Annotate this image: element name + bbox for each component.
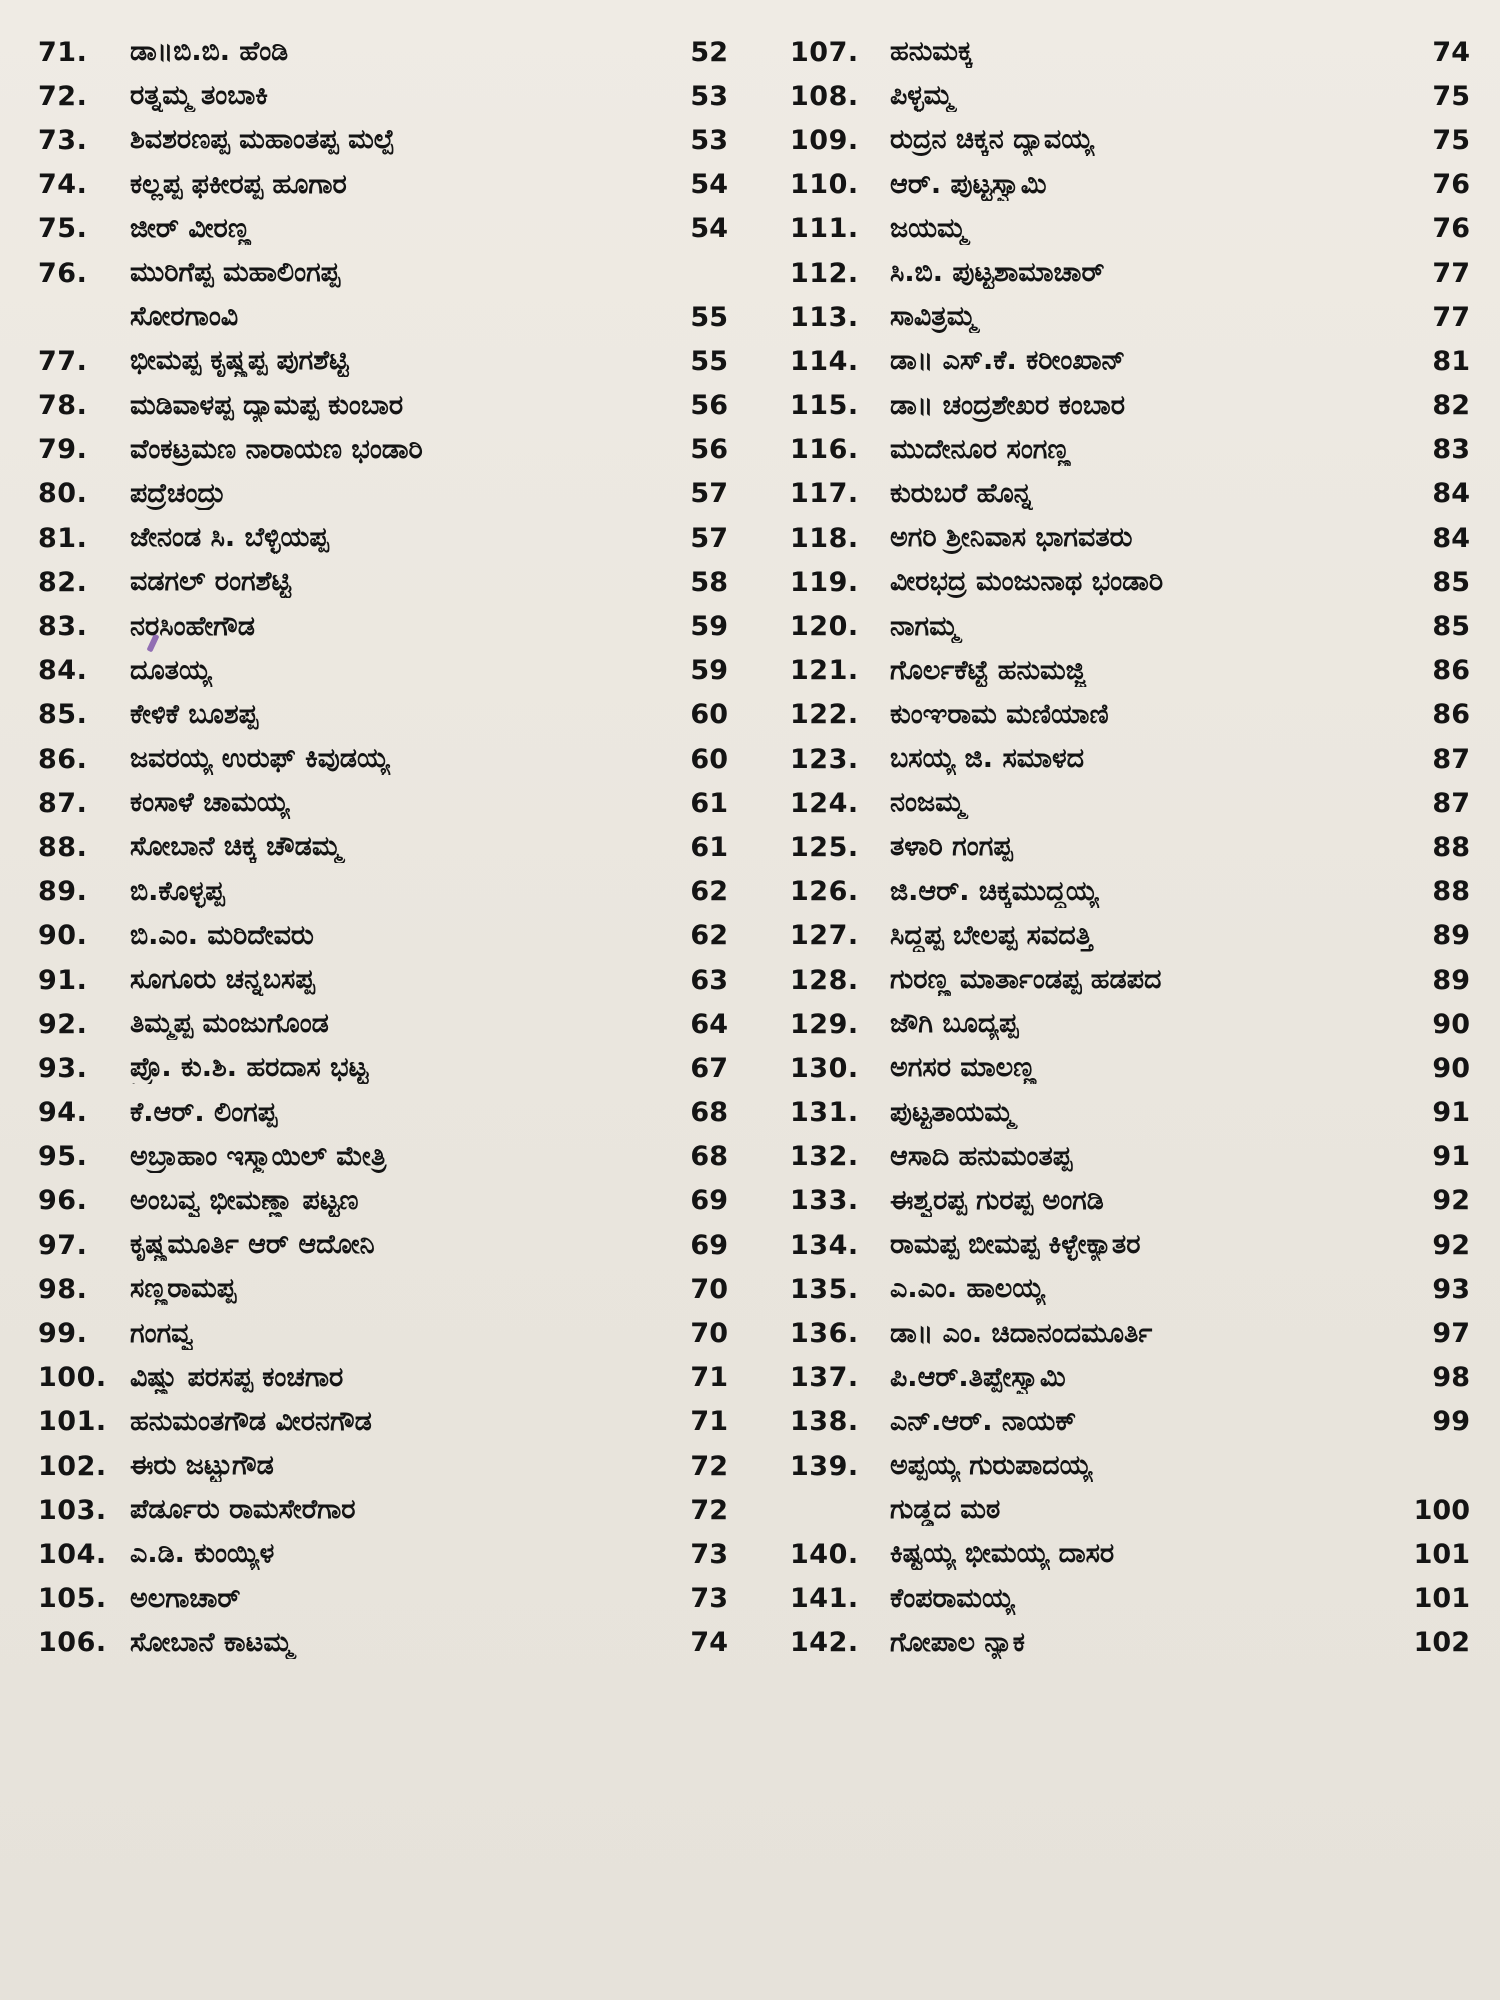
entry-number: 72.: [38, 80, 88, 112]
entry-name: ಎ.ಎಂ. ಹಾಲಯ್ಯ: [890, 1273, 1045, 1305]
entry-page-number: 71: [690, 1406, 728, 1438]
entry-number: 88.: [38, 831, 88, 863]
index-column-left: [38, 30, 728, 1665]
entry-number: 131.: [790, 1097, 859, 1129]
entry-page-number: 92: [1432, 1229, 1470, 1261]
index-entry: [790, 1444, 1470, 1488]
entry-name: ಪೆರ್ಡೂರು ರಾಮಸೇರೆಗಾರ: [130, 1494, 356, 1526]
entry-page-number: 91: [1432, 1141, 1470, 1173]
entry-number: 79.: [38, 434, 88, 466]
entry-page-number: 67: [690, 1052, 728, 1084]
entry-name: ಡಾ॥ ಚಂದ್ರಶೇಖರ ಕಂಬಾರ: [890, 389, 1125, 421]
index-entry: [790, 693, 1470, 737]
index-entry: [38, 428, 728, 472]
entry-name: ಅಬ್ರಾಹಾಂ ಇಸ್ಮಾಯಿಲ್ ಮೇತ್ರಿ: [130, 1140, 387, 1172]
index-entry: [38, 1532, 728, 1576]
index-entry: [38, 1091, 728, 1135]
index-entry: [38, 1223, 728, 1267]
entry-number: 73.: [38, 124, 88, 156]
entry-name: ಮಡಿವಾಳಪ್ಪ ದ್ಯಾಮಪ್ಪ ಕುಂಬಾರ: [130, 389, 404, 421]
index-entry: [38, 1267, 728, 1311]
entry-number: 125.: [790, 831, 859, 863]
entry-name: ಎನ್.ಆರ್. ನಾಯಕ್: [890, 1405, 1077, 1437]
entry-page-number: 100: [1413, 1494, 1470, 1526]
entry-page-number: 54: [690, 213, 728, 245]
entry-page-number: 85: [1432, 611, 1470, 643]
index-column-right: [790, 30, 1470, 1665]
entry-number: 89.: [38, 876, 88, 908]
entry-number: 104.: [38, 1538, 107, 1570]
entry-number: 124.: [790, 787, 859, 819]
entry-page-number: 63: [690, 964, 728, 996]
entry-name: ಕುರುಬರೆ ಹೊನ್ನ: [890, 477, 1033, 509]
entry-number: 123.: [790, 743, 859, 775]
entry-name: ಗೊರ್ಲಕೆಟ್ಟೆ ಹನುಮಜ್ಜಿ: [890, 654, 1086, 686]
entry-number: 102.: [38, 1450, 107, 1482]
entry-number: 138.: [790, 1406, 859, 1438]
index-entry: [38, 825, 728, 869]
entry-page-number: 62: [690, 876, 728, 908]
entry-name: ಜೀರ್ ವೀರಣ್ಣ: [130, 212, 251, 244]
entry-number: 90.: [38, 920, 88, 952]
entry-page-number: 57: [690, 522, 728, 554]
entry-page-number: 55: [690, 345, 728, 377]
entry-page-number: 53: [690, 124, 728, 156]
index-entry: [790, 870, 1470, 914]
entry-number: 81.: [38, 522, 88, 554]
entry-page-number: 92: [1432, 1185, 1470, 1217]
entry-name: ಕೆಂಪರಾಮಯ್ಯ: [890, 1582, 1015, 1614]
index-entry: [38, 1577, 728, 1621]
index-entry: [38, 1135, 728, 1179]
entry-number: 134.: [790, 1229, 859, 1261]
entry-number: 94.: [38, 1097, 88, 1129]
entry-name: ಈರು ಜಟ್ಟುಗೌಡ: [130, 1450, 274, 1482]
entry-page-number: 60: [690, 743, 728, 775]
entry-page-number: 89: [1432, 920, 1470, 952]
index-entry: [790, 428, 1470, 472]
entry-name: ಹನುಮಕ್ಕ: [890, 36, 973, 68]
entry-page-number: 59: [690, 655, 728, 687]
entry-name: ಕೃಷ್ಣಮೂರ್ತಿ ಆರ್ ಆದೋನಿ: [130, 1229, 375, 1261]
entry-name: ಅಗಸರ ಮಾಲಣ್ಣ: [890, 1052, 1037, 1084]
entry-name: ಸಾವಿತ್ರಮ್ಮ: [890, 301, 977, 333]
entry-name: ಗಂಗವ್ವ: [130, 1317, 194, 1349]
entry-page-number: 86: [1432, 655, 1470, 687]
entry-number: 99.: [38, 1318, 88, 1350]
entry-page-number: 68: [690, 1141, 728, 1173]
entry-page-number: 93: [1432, 1273, 1470, 1305]
index-entry: [790, 384, 1470, 428]
entry-name: ಪಿಳ್ಳಮ್ಮ: [890, 80, 954, 112]
index-entry: [38, 1046, 728, 1090]
entry-name: ಸೂಗೂರು ಚನ್ನಬಸಪ್ಪ: [130, 964, 315, 996]
entry-number: 100.: [38, 1362, 107, 1394]
entry-name: ಕುಂಞರಾಮ ಮಣಿಯಾಣಿ: [890, 698, 1109, 730]
entry-number: 105.: [38, 1583, 107, 1615]
entry-page-number: 56: [690, 434, 728, 466]
entry-page-number: 98: [1432, 1362, 1470, 1394]
entry-name: ಕಂಸಾಳೆ ಚಾಮಯ್ಯ: [130, 787, 290, 819]
entry-number: 120.: [790, 611, 859, 643]
entry-name: ಕಿಷ್ಟಯ್ಯ ಭೀಮಯ್ಯ ದಾಸರ: [890, 1538, 1115, 1570]
entry-number: 116.: [790, 434, 859, 466]
entry-page-number: 71: [690, 1362, 728, 1394]
index-entry: [790, 1400, 1470, 1444]
index-entry: [790, 207, 1470, 251]
entry-page-number: 87: [1432, 787, 1470, 819]
entry-name: ಡಾ॥ ಎಂ. ಚಿದಾನಂದಮೂರ್ತಿ: [890, 1317, 1153, 1349]
entry-page-number: 52: [690, 36, 728, 68]
entry-page-number: 102: [1413, 1627, 1470, 1659]
entry-number: 107.: [790, 36, 859, 68]
entry-page-number: 74: [1432, 36, 1470, 68]
entry-number: 103.: [38, 1494, 107, 1526]
index-entry: [38, 604, 728, 648]
entry-page-number: 77: [1432, 301, 1470, 333]
entry-name: ವೀರಭದ್ರ ಮಂಜುನಾಥ ಭಂಡಾರಿ: [890, 566, 1164, 598]
index-entry: [38, 1002, 728, 1046]
entry-number: 128.: [790, 964, 859, 996]
entry-name: ತಳಾರಿ ಗಂಗಪ್ಪ: [890, 831, 1013, 863]
entry-page-number: 69: [690, 1229, 728, 1261]
entry-number: 141.: [790, 1583, 859, 1615]
entry-number: 129.: [790, 1008, 859, 1040]
entry-number: 121.: [790, 655, 859, 687]
index-entry: [38, 339, 728, 383]
entry-number: 126.: [790, 876, 859, 908]
entry-page-number: 101: [1413, 1538, 1470, 1570]
entry-name: ಜಿ.ಆರ್. ಚಿಕ್ಕಮುದ್ದಯ್ಯ: [890, 875, 1099, 907]
entry-page-number: 84: [1432, 522, 1470, 554]
entry-page-number: 73: [690, 1538, 728, 1570]
entry-number: 80.: [38, 478, 88, 510]
index-entry: [38, 649, 728, 693]
entry-page-number: 60: [690, 699, 728, 731]
entry-name: ಮುರಿಗೆಪ್ಪ ಮಹಾಲಿಂಗಪ್ಪ: [130, 257, 341, 289]
index-entry: [790, 1046, 1470, 1090]
entry-number: 95.: [38, 1141, 88, 1173]
entry-name: ಡಾ॥ ಎಸ್.ಕೆ. ಕರೀಂಖಾನ್: [890, 345, 1126, 377]
entry-name: ದೂತಯ್ಯ: [130, 654, 212, 686]
entry-page-number: 77: [1432, 257, 1470, 289]
entry-number: 91.: [38, 964, 88, 996]
entry-page-number: 88: [1432, 876, 1470, 908]
entry-number: 87.: [38, 787, 88, 819]
entry-name: ವಿಷ್ಣು ಪರಸಪ್ಪ ಕಂಚಗಾರ: [130, 1361, 344, 1393]
entry-page-number: 58: [690, 566, 728, 598]
entry-page-number: 74: [690, 1627, 728, 1659]
entry-number: 109.: [790, 124, 859, 156]
entry-number: 111.: [790, 213, 859, 245]
index-entry: [790, 1577, 1470, 1621]
entry-page-number: 64: [690, 1008, 728, 1040]
index-entry: [790, 1356, 1470, 1400]
entry-number: 76.: [38, 257, 88, 289]
entry-page-number: 88: [1432, 831, 1470, 863]
index-entry: [38, 1488, 728, 1532]
entry-name: ಕೇಳಿಕೆ ಬೂಶಪ್ಪ: [130, 698, 259, 730]
index-entry: [38, 1400, 728, 1444]
index-entry: [790, 649, 1470, 693]
entry-page-number: 82: [1432, 390, 1470, 422]
entry-page-number: 75: [1432, 124, 1470, 156]
entry-page-number: 76: [1432, 213, 1470, 245]
index-entry: [790, 1223, 1470, 1267]
entry-page-number: 85: [1432, 566, 1470, 598]
entry-number: 122.: [790, 699, 859, 731]
entry-page-number: 99: [1432, 1406, 1470, 1438]
entry-name: ಬಿ.ಕೊಳ್ಳಪ್ಪ: [130, 875, 225, 907]
index-entry: [790, 295, 1470, 339]
entry-number: 83.: [38, 611, 88, 643]
entry-page-number: 97: [1432, 1318, 1470, 1350]
entry-page-number: 53: [690, 80, 728, 112]
entry-number: 74.: [38, 169, 88, 201]
entry-page-number: 72: [690, 1450, 728, 1482]
entry-name: ಬಿ.ಎಂ. ಮರಿದೇವರು: [130, 919, 314, 951]
entry-name: ಪದ್ರೆಚಂದ್ರು: [130, 477, 225, 509]
entry-name: ಸಿ.ಬಿ. ಪುಟ್ಟಶಾಮಾಚಾರ್: [890, 257, 1105, 289]
entry-page-number: 81: [1432, 345, 1470, 377]
entry-name: ಸೋಬಾನೆ ಚಿಕ್ಕ ಚೌಡಮ್ಮ: [130, 831, 342, 863]
entry-name: ಅಪ್ಪಯ್ಯ ಗುರುಪಾದಯ್ಯ: [890, 1450, 1093, 1482]
index-entry: [790, 74, 1470, 118]
entry-page-number: 70: [690, 1273, 728, 1305]
index-entry: [38, 560, 728, 604]
entry-number: 108.: [790, 80, 859, 112]
entry-name: ಈಶ್ವರಪ್ಪ ಗುರಪ್ಪ ಅಂಗಡಿ: [890, 1184, 1104, 1216]
entry-page-number: 76: [1432, 169, 1470, 201]
entry-number: 140.: [790, 1538, 859, 1570]
entry-page-number: 83: [1432, 434, 1470, 466]
index-entry: [38, 1311, 728, 1355]
entry-page-number: 73: [690, 1583, 728, 1615]
entry-name: ಜವರಯ್ಯ ಉರುಫ್ ಕಿವುಡಯ್ಯ: [130, 743, 390, 775]
entry-name: ನಂಜಮ್ಮ: [890, 787, 965, 819]
index-entry: [38, 693, 728, 737]
entry-number: 93.: [38, 1052, 88, 1084]
index-entry: [790, 1267, 1470, 1311]
entry-name: ಗುರಣ್ಣ ಮಾರ್ತಾಂಡಪ್ಪ ಹಡಪದ: [890, 964, 1162, 996]
index-entry: [38, 958, 728, 1002]
entry-number: 127.: [790, 920, 859, 952]
index-entry: [790, 251, 1470, 295]
index-entry: [790, 118, 1470, 162]
entry-number: 85.: [38, 699, 88, 731]
entry-number: 137.: [790, 1362, 859, 1394]
entry-number: 113.: [790, 301, 859, 333]
entry-name: ಪಿ.ಆರ್.ತಿಪ್ಪೇಸ್ವಾಮಿ: [890, 1361, 1066, 1393]
entry-number: 130.: [790, 1052, 859, 1084]
index-entry: [790, 781, 1470, 825]
entry-page-number: 87: [1432, 743, 1470, 775]
entry-name: ಜಯಮ್ಮ: [890, 212, 967, 244]
entry-page-number: 91: [1432, 1097, 1470, 1129]
index-entry: [38, 472, 728, 516]
index-entry: [790, 163, 1470, 207]
entry-name: ಹನುಮಂತಗೌಡ ವೀರನಗೌಡ: [130, 1405, 372, 1437]
entry-page-number: 69: [690, 1185, 728, 1217]
entry-number: 82.: [38, 566, 88, 598]
entry-page-number: 84: [1432, 478, 1470, 510]
entry-page-number: 90: [1432, 1008, 1470, 1040]
index-entry: [38, 1444, 728, 1488]
entry-page-number: 75: [1432, 80, 1470, 112]
entry-page-number: 89: [1432, 964, 1470, 996]
index-entry: [38, 251, 728, 295]
index-entry: [38, 1179, 728, 1223]
entry-name: ಆರ್. ಪುಟ್ಟಸ್ವಾಮಿ: [890, 168, 1047, 200]
entry-number: 101.: [38, 1406, 107, 1438]
index-entry: [790, 1488, 1470, 1532]
entry-name: ಕೆ.ಆರ್. ಲಿಂಗಪ್ಪ: [130, 1096, 278, 1128]
entry-number: 114.: [790, 345, 859, 377]
entry-number: 96.: [38, 1185, 88, 1217]
entry-page-number: 54: [690, 169, 728, 201]
entry-name: ವಡಗಲ್ ರಂಗಶೆಟ್ಟಿ: [130, 566, 292, 598]
index-entry: [790, 1311, 1470, 1355]
entry-page-number: 55: [690, 301, 728, 333]
entry-name: ಗೋಪಾಲ ನ್ಯಾಕ: [890, 1626, 1025, 1658]
index-entry: [38, 781, 728, 825]
index-entry: [38, 74, 728, 118]
entry-number: 110.: [790, 169, 859, 201]
index-entry: [790, 1179, 1470, 1223]
index-entry: [790, 516, 1470, 560]
index-entry: [38, 737, 728, 781]
entry-number: 77.: [38, 345, 88, 377]
entry-name: ಡಾ॥ಬಿ.ಬಿ. ಹೆಂಡಿ: [130, 36, 289, 68]
entry-name: ವೆಂಕಟ್ರಮಣ ನಾರಾಯಣ ಭಂಡಾರಿ: [130, 433, 423, 465]
entry-page-number: 68: [690, 1097, 728, 1129]
entry-page-number: 86: [1432, 699, 1470, 731]
entry-name: ಆಸಾದಿ ಹನುಮಂತಪ್ಪ: [890, 1140, 1073, 1172]
entry-number: 71.: [38, 36, 88, 68]
entry-page-number: 90: [1432, 1052, 1470, 1084]
index-entry: [790, 339, 1470, 383]
entry-page-number: 61: [690, 787, 728, 819]
index-entry: [790, 1135, 1470, 1179]
entry-number: 118.: [790, 522, 859, 554]
index-entry: [790, 472, 1470, 516]
entry-name: ಅಗರಿ ಶ್ರೀನಿವಾಸ ಭಾಗವತರು: [890, 522, 1133, 554]
index-entry: [38, 870, 728, 914]
entry-page-number: 61: [690, 831, 728, 863]
entry-number: 139.: [790, 1450, 859, 1482]
entry-number: 119.: [790, 566, 859, 598]
entry-name: ನರಸಿಂಹೇಗೌಡ: [130, 610, 256, 642]
index-entry: [790, 825, 1470, 869]
entry-number: 135.: [790, 1273, 859, 1305]
entry-number: 92.: [38, 1008, 88, 1040]
entry-name: ಸೋಬಾನೆ ಕಾಟಮ್ಮ: [130, 1626, 293, 1658]
index-entry: [38, 384, 728, 428]
index-entry: [38, 1621, 728, 1665]
entry-name: ಶಿವಶರಣಪ್ಪ ಮಹಾಂತಪ್ಪ ಮಲ್ಪೆ: [130, 124, 395, 156]
entry-number: 132.: [790, 1141, 859, 1173]
entry-name: ಪ್ರೊ. ಕು.ಶಿ. ಹರದಾಸ ಭಟ್ಟ: [130, 1052, 369, 1084]
index-entry: [38, 914, 728, 958]
index-entry: [38, 516, 728, 560]
entry-number: 75.: [38, 213, 88, 245]
index-entry: [790, 30, 1470, 74]
entry-name: ಭೀಮಪ್ಪ ಕೃಷ್ಣಪ್ಪ ಪುಗಶೆಟ್ಟಿ: [130, 345, 349, 377]
index-entry: [38, 163, 728, 207]
entry-number: 133.: [790, 1185, 859, 1217]
entry-name: ಸಣ್ಣರಾಮಪ್ಪ: [130, 1273, 237, 1305]
index-entry: [790, 1621, 1470, 1665]
entry-number: 142.: [790, 1627, 859, 1659]
entry-name: ನಾಗಮ್ಮ: [890, 610, 959, 642]
entry-name: ಸೋರಗಾಂವಿ: [130, 301, 239, 333]
index-entry: [38, 30, 728, 74]
entry-number: 106.: [38, 1627, 107, 1659]
index-entry: [790, 737, 1470, 781]
entry-page-number: 56: [690, 390, 728, 422]
entry-name: ಮುದೇನೂರ ಸಂಗಣ್ಣ: [890, 433, 1071, 465]
entry-number: 97.: [38, 1229, 88, 1261]
index-entry: [38, 295, 728, 339]
entry-page-number: 70: [690, 1318, 728, 1350]
entry-number: 78.: [38, 390, 88, 422]
index-entry: [790, 1002, 1470, 1046]
entry-number: 86.: [38, 743, 88, 775]
entry-name: ಎ.ಡಿ. ಕುಂಯ್ಯಿಳ: [130, 1538, 275, 1570]
index-entry: [790, 1091, 1470, 1135]
entry-name: ಗುಡ್ಡದ ಮಠ: [890, 1494, 1001, 1526]
entry-page-number: 62: [690, 920, 728, 952]
entry-number: 115.: [790, 390, 859, 422]
entry-name: ಪುಟ್ಟತಾಯಮ್ಮ: [890, 1096, 1014, 1128]
index-entry: [38, 118, 728, 162]
entry-number: 117.: [790, 478, 859, 510]
entry-page-number: 72: [690, 1494, 728, 1526]
entry-name: ಅಂಬವ್ವ ಭೀಮಣ್ಣಾ ಪಟ್ಟಣ: [130, 1184, 359, 1216]
entry-name: ರತ್ನಮ್ಮ ತಂಬಾಕಿ: [130, 80, 268, 112]
entry-number: 136.: [790, 1318, 859, 1350]
entry-name: ಬಸಯ್ಯ ಜಿ. ಸಮಾಳದ: [890, 743, 1085, 775]
entry-name: ಸಿದ್ದಪ್ಪ ಬೇಲಪ್ಪ ಸವದತ್ತಿ: [890, 919, 1093, 951]
entry-number: 84.: [38, 655, 88, 687]
entry-name: ಕಲ್ಲಪ್ಪ ಫಕೀರಪ್ಪ ಹೂಗಾರ: [130, 168, 347, 200]
index-entry: [790, 1532, 1470, 1576]
index-entry: [38, 1356, 728, 1400]
index-entry: [790, 560, 1470, 604]
entry-page-number: 101: [1413, 1583, 1470, 1615]
entry-name: ರುದ್ರನ ಚಿಕ್ಕನ ದ್ಯಾವಯ್ಯ: [890, 124, 1094, 156]
entry-name: ಜೇನಂಡ ಸಿ. ಬೆಳ್ಳಿಯಪ್ಪ: [130, 522, 329, 554]
entry-number: 98.: [38, 1273, 88, 1305]
entry-number: 112.: [790, 257, 859, 289]
entry-name: ತಿಮ್ಮಪ್ಪ ಮಂಜುಗೊಂಡ: [130, 1008, 329, 1040]
index-entry: [790, 604, 1470, 648]
entry-name: ಜೌಗಿ ಬೂದ್ಯಪ್ಪ: [890, 1008, 1019, 1040]
entry-page-number: 59: [690, 611, 728, 643]
index-entry: [790, 914, 1470, 958]
entry-name: ರಾಮಪ್ಪ ಬೀಮಪ್ಪ ಕಿಳ್ಳೇಕ್ಯಾತರ: [890, 1229, 1141, 1261]
entry-page-number: 57: [690, 478, 728, 510]
index-entry: [790, 958, 1470, 1002]
index-entry: [38, 207, 728, 251]
entry-name: ಅಲಗಾಚಾರ್: [130, 1582, 241, 1614]
